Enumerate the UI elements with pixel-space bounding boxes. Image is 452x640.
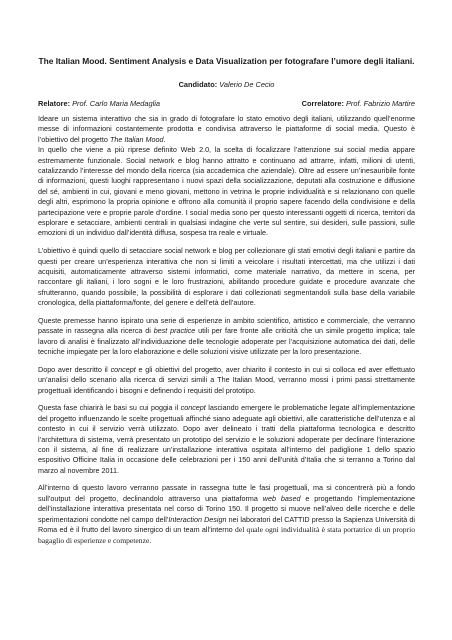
paragraph-2: In quello che viene a più riprese definito Web 2.0, la scelta di focalizzare l’attenzione sui social media appare estremamente funzionale. Social network e blog hanno attratto e continuano ad attrarre, infatti, milioni di utenti, catalizzando l’interesse del mondo della ricerca (sia accademica che aziendale). Oltre ad essere un’inesauribile fonte di informazioni, questi luoghi rappresentano i nuovi spazi della socializzazione, deputati alla costruzione e diffusione del sé, ambienti in cui, giovani e meno giovani, mettono in vetrina le proprie individualità e si relazionano con quelle degli altri, esprimono la propria opinione e offrono alla comunità il proprio sapere facendo della condivisione e della partecipazione vere e proprie parole d’ordine. I social media sono per questo interessanti oggetti di ricerca, territori da esplorare e setacciare, ambienti centrali in qualsiasi indagine che verte sul sentire, sui desideri, sulle passioni, sulle emozioni di un individuo dall’identità diffusa, sospesa tra reale e virtuale. bbox=[38, 145, 415, 238]
relatore bbox=[38, 99, 160, 109]
paragraph-3: L’obiettivo è quindi quello di setacciare social network e blog per collezionare gli stati emotivi degli italiani e partire da questi per creare un’esperienza interattiva che non si limiti a veicolare i risultati intercettati, ma che utilizzi i dati acquisiti, automaticamente attraverso sistemi informatici, come materiale narrativo, da mettere in scena, per raccontare gli italiani, i loro sogni e le loro frustrazioni, abilitando procedure guidate e procedure avanzate che sfrutteranno, quando possibile, la possibilità di esplorare i dati collezionati segmentandoli sulla base della variabile cronologica, della piattaforma/fonte, del genere e dell’età dell’autore. bbox=[38, 246, 415, 308]
paragraph-1: Ideare un sistema interattivo che sia in grado di fotografare lo stato emotivo degli italiani, utilizzando quell’enorme messe di informazioni costantemente prodotta e condivisa attraverso le piattaforme di social media. Questo è l’obiettivo del progetto The Italian Mood. bbox=[38, 114, 415, 144]
paragraph-6: Questa fase chiarirà le basi su cui poggia il concept lasciando emergere le problematiche legate all’implementazione del progetto influenzando le scelte progettuali affinché siano adeguate agli obiettivi, alle caratteristiche dell’utenza e al contesto in cui il servizio verrà utilizzato. Dopo aver delineato i tratti della piattaforma tecnologica e descritto l’architettura di sistema, verrà presentato un prototipo del servizio e le soluzioni adoperate per declinare l’interazione con il sistema, al fine di realizzare un’installazione interattiva ospitata all’interno del padiglione 1 dello spazio espositivo Officine Italia in occasione delle celebrazioni per i 150 anni dell’unità d’Italia che si terranno a Torino dal marzo al novembre 2011. bbox=[38, 403, 416, 475]
candidate-line bbox=[38, 80, 415, 90]
document-title: The Italian Mood. Sentiment Analysis e Data Visualization per fotografare l’umore degli italiani. bbox=[38, 56, 415, 66]
correlatore-label: Correlatore: bbox=[301, 99, 344, 108]
paragraph-7: All’interno di questo lavoro verranno passate in rassegna tutte le fasi progettuali, ma si concentrerà più a fondo sull’output del progetto, declinandolo attraverso una piattaforma web based e progettando l’implementazione dell’installazione interattiva presentata nel corso di Torino 150. Il progetto si muove nell’alveo delle ricerche e delle sperimentazioni condotte nel campo dell’Interaction Design nei laboratori del CATTID presso la Sapienza Università di Roma ed è il frutto del lavoro sinergico di un team all’interno del quale ogni individualità è stata portatrice di un proprio bagaglio di esperienze e competenze. bbox=[38, 483, 416, 545]
paragraph-4: Queste premesse hanno ispirato una serie di esperienze in ambito scientifico, artistico e commerciale, che verranno passate in rassegna alla ricerca di best practice utili per fare fronte alle criticità che un simile progetto implica; tale lavoro di analisi è finalizzato all’individuazione delle tecnologie adoperate per l’acquisizione automatica dei dati, delle tecniche impiegate per la loro elaborazione e delle soluzioni visive utilizzate per la loro presentazione. bbox=[38, 315, 416, 357]
relatore-name: Prof. Carlo Maria Medaglia bbox=[72, 99, 161, 108]
paragraph-5: Dopo aver descritto il concept e gli obiettivi del progetto, aver chiarito il contesto in cui si colloca ed aver effettuato un’analisi dello scenario alla ricerca di servizi simili a The Italian Mood, verranno mossi i primi passi strettamente progettuali identificando i bisogni e definendo i requisiti del prototipo. bbox=[38, 364, 416, 395]
correlatore-name: Prof. Fabrizio Martire bbox=[346, 99, 415, 108]
correlatore bbox=[302, 99, 415, 109]
candidate-label: Candidato: bbox=[178, 80, 218, 89]
candidate-name: Valerio De Cecio bbox=[219, 80, 275, 89]
relatore-label: Relatore: bbox=[38, 99, 71, 108]
abstract-body bbox=[38, 114, 415, 553]
